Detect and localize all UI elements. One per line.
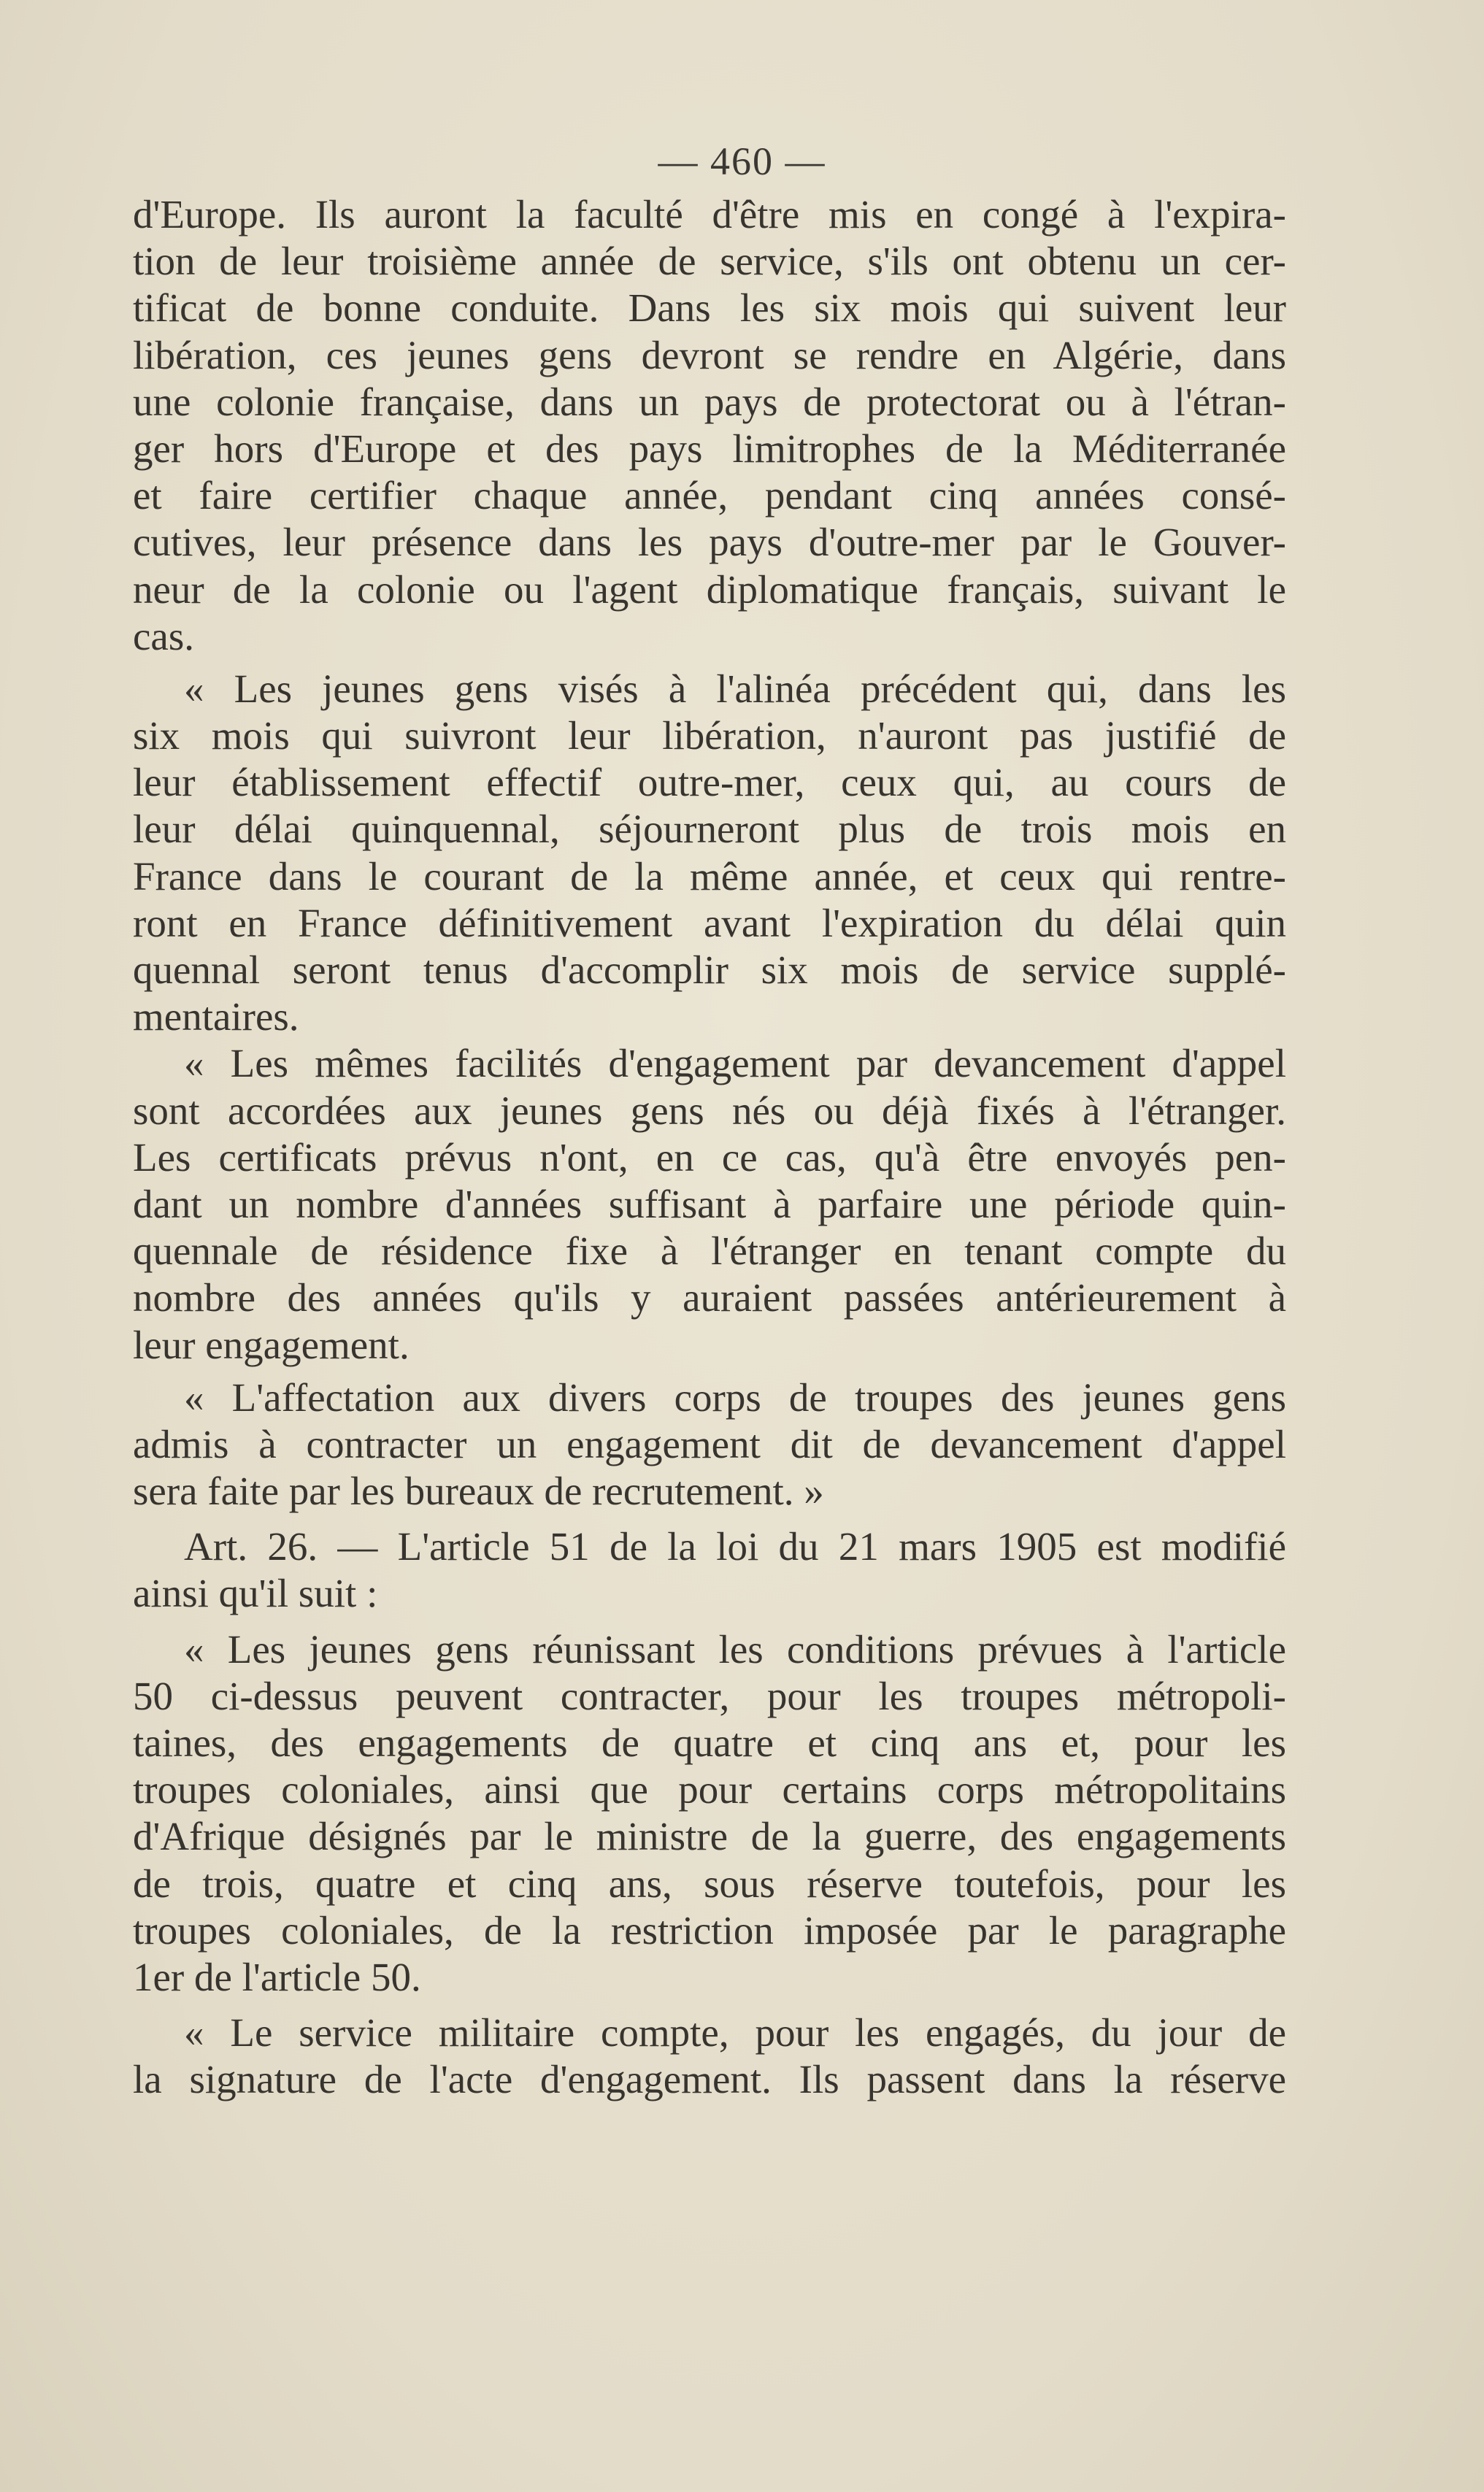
text-line: une colonie française, dans un pays de protectorat ou à l'étran- bbox=[133, 379, 1286, 424]
text-line: leur engagement. bbox=[133, 1322, 410, 1367]
text-line: dant un nombre d'années suffisant à parfaire une période quin- bbox=[133, 1181, 1286, 1226]
paragraph bbox=[133, 191, 1286, 660]
text-line: d'Europe. Ils auront la faculté d'être mis en congé à l'expira- bbox=[133, 192, 1286, 236]
text-line: Art. 26. — L'article 51 de la loi du 21 mars 1905 est modifié bbox=[184, 1524, 1286, 1569]
paragraph bbox=[133, 2010, 1286, 2103]
paragraph bbox=[133, 666, 1286, 1041]
text-line: taines, des engagements de quatre et cinq ans et, pour les bbox=[133, 1720, 1286, 1765]
text-line: troupes coloniales, ainsi que pour certains corps métropolitains bbox=[133, 1767, 1286, 1812]
text-line: tion de leur troisième année de service, s'ils ont obtenu un cer- bbox=[133, 239, 1286, 284]
text-line: « Les jeunes gens visés à l'alinéa précédent qui, dans les bbox=[184, 666, 1286, 711]
text-line: de trois, quatre et cinq ans, sous réserve toutefois, pour les bbox=[133, 1861, 1286, 1906]
text-line: sont accordées aux jeunes gens nés ou déjà fixés à l'étranger. bbox=[133, 1088, 1286, 1133]
paragraph bbox=[133, 1626, 1286, 2001]
text-line: quennale de résidence fixe à l'étranger en tenant compte du bbox=[133, 1228, 1286, 1274]
text-line: et faire certifier chaque année, pendant cinq années consé- bbox=[133, 473, 1286, 518]
text-line: 50 ci-dessus peuvent contracter, pour les troupes métropoli- bbox=[133, 1673, 1286, 1718]
text-line: quennal seront tenus d'accomplir six mois de service supplé- bbox=[133, 947, 1286, 992]
text-line: ger hors d'Europe et des pays limitrophes de la Méditerranée bbox=[133, 426, 1286, 471]
text-line: Les certificats prévus n'ont, en ce cas, qu'à être envoyés pen- bbox=[133, 1134, 1286, 1180]
text-line: cutives, leur présence dans les pays d'outre-mer par le Gouver- bbox=[133, 520, 1286, 565]
text-line: sera faite par les bureaux de recrutement. » bbox=[133, 1469, 824, 1514]
text-line: ainsi qu'il suit : bbox=[133, 1571, 378, 1616]
text-line: leur établissement effectif outre-mer, ceux qui, au cours de bbox=[133, 760, 1286, 805]
text-line: leur délai quinquennal, séjourneront plus de trois mois en bbox=[133, 807, 1286, 852]
text-line: libération, ces jeunes gens devront se rendre en Algérie, dans bbox=[133, 332, 1286, 377]
text-line: admis à contracter un engagement dit de devancement d'appel bbox=[133, 1421, 1286, 1466]
paragraph bbox=[133, 1374, 1286, 1515]
text-line: six mois qui suivront leur libération, n'auront pas justifié de bbox=[133, 713, 1286, 758]
page-number: — 460 — bbox=[658, 139, 826, 183]
text-line: neur de la colonie ou l'agent diplomatique français, suivant le bbox=[133, 566, 1286, 612]
text-line: 1er de l'article 50. bbox=[133, 1954, 421, 1999]
text-line: la signature de l'acte d'engagement. Ils passent dans la réserve bbox=[133, 2057, 1286, 2102]
paragraph bbox=[133, 1523, 1286, 1617]
text-line: « L'affectation aux divers corps de troupes des jeunes gens bbox=[184, 1374, 1286, 1420]
body-text bbox=[133, 191, 1286, 2104]
text-line: troupes coloniales, de la restriction imposée par le paragraphe bbox=[133, 1907, 1286, 1953]
paragraph bbox=[133, 1040, 1286, 1368]
text-line: « Les jeunes gens réunissant les conditions prévues à l'article bbox=[184, 1626, 1286, 1672]
text-line: tificat de bonne conduite. Dans les six mois qui suivent leur bbox=[133, 285, 1286, 331]
text-line: « Le service militaire compte, pour les engagés, du jour de bbox=[184, 2010, 1286, 2055]
text-line: d'Afrique désignés par le ministre de la guerre, des engagements bbox=[133, 1814, 1286, 1859]
text-line: France dans le courant de la même année, et ceux qui rentre- bbox=[133, 853, 1286, 899]
text-line: cas. bbox=[133, 613, 194, 658]
text-line: ront en France définitivement avant l'expiration du délai quin bbox=[133, 900, 1286, 945]
text-line: mentaires. bbox=[133, 994, 299, 1039]
text-line: « Les mêmes facilités d'engagement par devancement d'appel bbox=[184, 1041, 1286, 1086]
text-line: nombre des années qu'ils y auraient passées antérieurement à bbox=[133, 1275, 1286, 1320]
